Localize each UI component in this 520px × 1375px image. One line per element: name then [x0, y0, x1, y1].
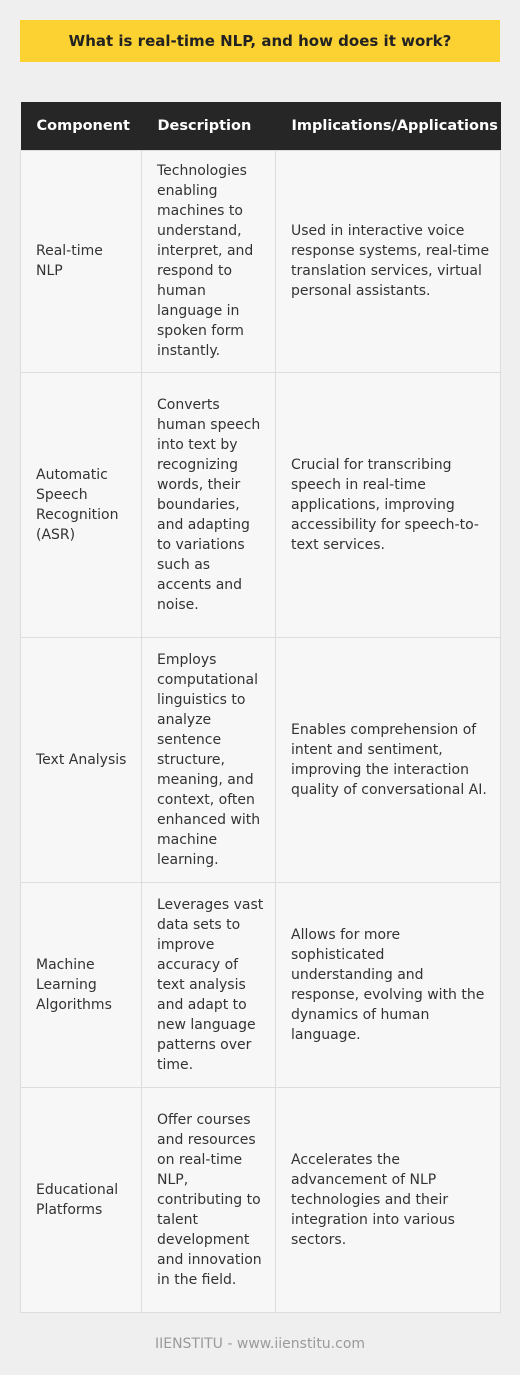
cell-description: Employs computational linguistics to analyze sentence structure, meaning, and context, often enhanced with machine learning.	[142, 637, 276, 882]
cell-implications: Crucial for transcribing speech in real-time applications, improving accessibility for speech-to-text services.	[276, 372, 501, 637]
cell-implications: Used in interactive voice response systems, real-time translation services, virtual personal assistants.	[276, 150, 501, 372]
table-row	[21, 637, 501, 882]
header-implications: Implications/Applications	[276, 102, 501, 150]
cell-implications: Allows for more sophisticated understanding and response, evolving with the dynamics of human language.	[276, 882, 501, 1087]
cell-description: Technologies enabling machines to understand, interpret, and respond to human language in spoken form instantly.	[142, 150, 276, 372]
table-row	[21, 882, 501, 1087]
table-row	[21, 150, 501, 372]
cell-component: Real-time NLP	[21, 150, 142, 372]
footer-credit: IIENSTITU - www.iienstitu.com	[154, 1336, 366, 1352]
nlp-components-table	[20, 102, 501, 1313]
header-component: Component	[21, 102, 142, 150]
table-row	[21, 372, 501, 637]
header-description: Description	[142, 102, 276, 150]
table-row	[21, 1087, 501, 1312]
cell-component: Text Analysis	[21, 637, 142, 882]
cell-implications: Enables comprehension of intent and sentiment, improving the interaction quality of conversational AI.	[276, 637, 501, 882]
cell-component: Machine Learning Algorithms	[21, 882, 142, 1087]
cell-description: Offer courses and resources on real-time NLP, contributing to talent development and innovation in the field.	[142, 1087, 276, 1312]
page-title: What is real-time NLP, and how does it work?	[68, 32, 452, 50]
cell-description: Converts human speech into text by recognizing words, their boundaries, and adapting to variations such as accents and noise.	[142, 372, 276, 637]
title-banner	[20, 20, 500, 62]
cell-component: Educational Platforms	[21, 1087, 142, 1312]
cell-implications: Accelerates the advancement of NLP technologies and their integration into various sectors.	[276, 1087, 501, 1312]
cell-component: Automatic Speech Recognition (ASR)	[21, 372, 142, 637]
cell-description: Leverages vast data sets to improve accuracy of text analysis and adapt to new language patterns over time.	[142, 882, 276, 1087]
table-header-row	[21, 102, 501, 150]
